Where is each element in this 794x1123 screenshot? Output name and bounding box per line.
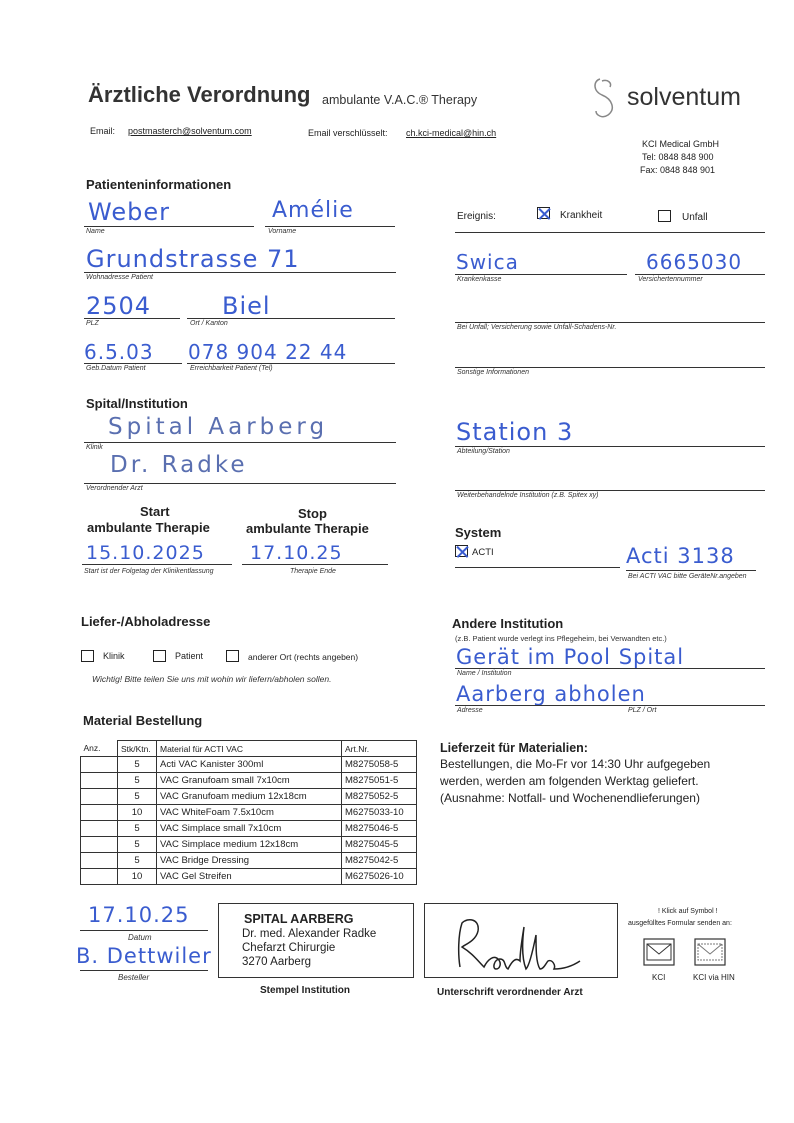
liefer-patient-label: Patient xyxy=(175,651,204,661)
versnr-value[interactable]: 6665030 xyxy=(646,250,743,274)
artnr-cell: M8275051-5 xyxy=(342,773,417,789)
email-label: Email: xyxy=(90,126,116,136)
table-row xyxy=(81,821,417,837)
stamp-line-3: Chefarzt Chirurgie xyxy=(242,942,336,954)
stk-cell: 5 xyxy=(118,773,157,789)
liefer-note: Wichtig! Bitte teilen Sie uns mit wohin wir liefern/abholen sollen. xyxy=(92,674,332,684)
material-cell: VAC Gel Streifen xyxy=(157,869,342,885)
stk-cell: 5 xyxy=(118,837,157,853)
liefer-anderer-checkbox[interactable] xyxy=(226,650,239,662)
klinik-label: Klinik xyxy=(86,444,103,451)
besteller-label: Besteller xyxy=(118,973,150,982)
patient-plz-label: PLZ xyxy=(86,320,99,327)
weiter-label: Weiterbehandelnde Institution (z.B. Spitex xy) xyxy=(457,492,599,499)
system-heading: System xyxy=(455,525,502,540)
start-date-label: Start ist der Folgetag der Klinikentlassung xyxy=(84,568,214,575)
stamp-line-4: 3270 Aarberg xyxy=(242,956,312,968)
form-title: Ärztliche Verordnung xyxy=(88,82,311,107)
andere-name-label: Name / Institution xyxy=(457,670,512,677)
artnr-cell: M8275045-5 xyxy=(342,837,417,853)
patient-ort-value[interactable]: Biel xyxy=(222,292,271,320)
patient-name-value[interactable]: Weber xyxy=(88,198,170,226)
signature-image xyxy=(448,915,588,977)
material-cell: VAC Granufoam small 7x10cm xyxy=(157,773,342,789)
email-enc-label: Email verschlüsselt: xyxy=(308,128,388,138)
start-heading-2: ambulante Therapie xyxy=(87,520,210,535)
patient-plz-value[interactable]: 2504 xyxy=(86,292,152,320)
artnr-cell: M6275033-10 xyxy=(342,805,417,821)
patient-ort-label: Ort / Kanton xyxy=(190,320,228,327)
company-tel: Tel: 0848 848 900 xyxy=(642,152,714,162)
patient-address-value[interactable]: Grundstrasse 71 xyxy=(86,245,300,273)
lieferzeit-title: Lieferzeit für Materialien: xyxy=(440,741,588,755)
stk-cell: 10 xyxy=(118,805,157,821)
patient-address-label: Wohnadresse Patient xyxy=(86,274,153,281)
email-link[interactable]: postmasterch@solventum.com xyxy=(128,126,252,136)
versnr-label: Versichertennummer xyxy=(638,276,703,283)
klick-line-1: ! Klick auf Symbol ! xyxy=(658,908,718,915)
liefer-patient-checkbox[interactable] xyxy=(153,650,166,662)
patient-vorname-value[interactable]: Amélie xyxy=(272,198,354,223)
unfall-checkbox[interactable] xyxy=(658,210,671,222)
klick-line-2: ausgefülltes Formular senden an: xyxy=(628,920,732,927)
qty-input[interactable] xyxy=(81,773,118,789)
unfall-label: Unfall xyxy=(682,212,708,223)
andere-section-title: Andere Institution xyxy=(452,616,564,631)
andere-note: (z.B. Patient wurde verlegt ins Pflegeheim, bei Verwandten etc.) xyxy=(455,634,667,643)
patient-geb-label: Geb.Datum Patient xyxy=(86,365,146,372)
table-row xyxy=(81,853,417,869)
kci-mail-icon[interactable] xyxy=(643,938,675,966)
kci-label: KCI xyxy=(652,973,666,982)
stamp-line-1: SPITAL AARBERG xyxy=(244,912,354,926)
table-row xyxy=(81,789,417,805)
unterschrift-label: Unterschrift verordnender Arzt xyxy=(437,987,583,998)
stop-date-label: Therapie Ende xyxy=(290,568,336,575)
abteilung-value[interactable]: Station 3 xyxy=(456,418,574,446)
qty-input[interactable] xyxy=(81,837,118,853)
stop-heading: Stop xyxy=(298,506,327,521)
arzt-label: Verordnender Arzt xyxy=(86,485,143,492)
col-header-artnr: Art.Nr. xyxy=(342,741,417,757)
material-cell: VAC WhiteFoam 7.5x10cm xyxy=(157,805,342,821)
geraet-value[interactable]: Acti 3138 xyxy=(626,544,735,568)
brand-name: solventum xyxy=(627,83,741,111)
material-section-title: Material Bestellung xyxy=(83,713,203,728)
stamp-line-2: Dr. med. Alexander Radke xyxy=(242,928,377,940)
sonstige-label: Sonstige Informationen xyxy=(457,369,529,376)
stk-cell: 5 xyxy=(118,789,157,805)
form-subtitle: ambulante V.A.C.® Therapy xyxy=(322,93,478,107)
col-header-stk: Stk/Ktn. xyxy=(118,741,157,757)
andere-adresse-label: Adresse xyxy=(457,707,483,714)
material-cell: Acti VAC Kanister 300ml xyxy=(157,757,342,773)
krankenkasse-label: Krankenkasse xyxy=(457,276,502,283)
spital-section-title: Spital/Institution xyxy=(86,396,188,411)
krankheit-checkbox[interactable] xyxy=(537,207,550,219)
material-cell: VAC Granufoam medium 12x18cm xyxy=(157,789,342,805)
andere-name-value[interactable]: Gerät im Pool Spital xyxy=(456,645,685,669)
qty-input[interactable] xyxy=(81,869,118,885)
hin-mail-icon[interactable] xyxy=(694,938,726,966)
patient-section-title: Patienteninformationen xyxy=(86,177,232,192)
material-table xyxy=(80,740,417,885)
company-name: KCI Medical GmbH xyxy=(642,139,720,149)
besteller-value[interactable]: B. Dettwiler xyxy=(76,944,212,968)
lieferzeit-line-2: werden, werden am folgenden Werktag geliefert. xyxy=(440,774,699,788)
liefer-anderer-label: anderer Ort (rechts angeben) xyxy=(248,652,359,662)
stk-cell: 5 xyxy=(118,853,157,869)
start-date-value[interactable]: 15.10.2025 xyxy=(86,542,205,564)
patient-geb-value[interactable]: 6.5.03 xyxy=(84,340,154,364)
email-enc-link[interactable]: ch.kci-medical@hin.ch xyxy=(406,128,497,138)
table-row xyxy=(81,773,417,789)
qty-input[interactable] xyxy=(81,805,118,821)
hin-label: KCI via HIN xyxy=(693,973,735,982)
table-row xyxy=(81,757,417,773)
table-row xyxy=(81,837,417,853)
patient-tel-label: Erreichbarkeit Patient (Tel) xyxy=(190,365,273,372)
material-cell: VAC Simplace medium 12x18cm xyxy=(157,837,342,853)
qty-input[interactable] xyxy=(81,821,118,837)
liefer-klinik-label: Klinik xyxy=(103,651,125,661)
lieferzeit-line-1: Bestellungen, die Mo-Fr vor 14:30 Uhr aufgegeben xyxy=(440,757,711,771)
ereignis-label: Ereignis: xyxy=(457,211,496,222)
artnr-cell: M8275058-5 xyxy=(342,757,417,773)
datum-value[interactable]: 17.10.25 xyxy=(88,903,190,927)
stk-cell: 5 xyxy=(118,757,157,773)
patient-tel-value[interactable]: 078 904 22 44 xyxy=(188,340,348,364)
krankheit-label: Krankheit xyxy=(560,210,603,221)
qty-input[interactable] xyxy=(81,757,118,773)
liefer-klinik-checkbox[interactable] xyxy=(81,650,94,662)
table-row xyxy=(81,805,417,821)
col-header-material: Material für ACTI VAC xyxy=(157,741,342,757)
datum-label: Datum xyxy=(128,933,152,942)
lieferzeit-line-3: (Ausnahme: Notfall- und Wochenendlieferungen) xyxy=(440,791,700,805)
qty-input[interactable] xyxy=(81,789,118,805)
company-fax: Fax: 0848 848 901 xyxy=(640,165,716,175)
stk-cell: 10 xyxy=(118,869,157,885)
krankenkasse-value[interactable]: Swica xyxy=(456,250,519,274)
solventum-logo-icon xyxy=(590,75,624,121)
andere-adresse-value[interactable]: Aarberg abholen xyxy=(456,682,646,706)
abteilung-label: Abteilung/Station xyxy=(457,448,510,455)
stempel-label: Stempel Institution xyxy=(260,985,350,996)
material-cell: VAC Simplace small 7x10cm xyxy=(157,821,342,837)
patient-name-label: Name xyxy=(86,228,105,235)
artnr-cell: M6275026-10 xyxy=(342,869,417,885)
geraet-label: Bei ACTI VAC bitte GeräteNr.angeben xyxy=(628,573,747,580)
stop-date-value[interactable]: 17.10.25 xyxy=(250,542,343,564)
artnr-cell: M8275042-5 xyxy=(342,853,417,869)
patient-vorname-label: Vorname xyxy=(268,228,297,235)
acti-label: ACTI xyxy=(472,547,494,558)
qty-input[interactable] xyxy=(81,853,118,869)
col-header-anz: Anz. xyxy=(81,741,118,757)
arzt-value[interactable]: Dr. Radke xyxy=(110,452,248,478)
unfall-info-label: Bei Unfall; Versicherung sowie Unfall-Schadens-Nr. xyxy=(457,324,617,331)
artnr-cell: M8275046-5 xyxy=(342,821,417,837)
stop-heading-2: ambulante Therapie xyxy=(246,521,369,536)
table-row xyxy=(81,869,417,885)
artnr-cell: M8275052-5 xyxy=(342,789,417,805)
start-heading: Start xyxy=(140,504,170,519)
material-cell: VAC Bridge Dressing xyxy=(157,853,342,869)
andere-plz-label: PLZ / Ort xyxy=(628,707,657,714)
stk-cell: 5 xyxy=(118,821,157,837)
acti-checkbox[interactable] xyxy=(455,545,468,557)
klinik-value[interactable]: Spital Aarberg xyxy=(108,414,329,440)
liefer-section-title: Liefer-/Abholadresse xyxy=(81,614,211,629)
